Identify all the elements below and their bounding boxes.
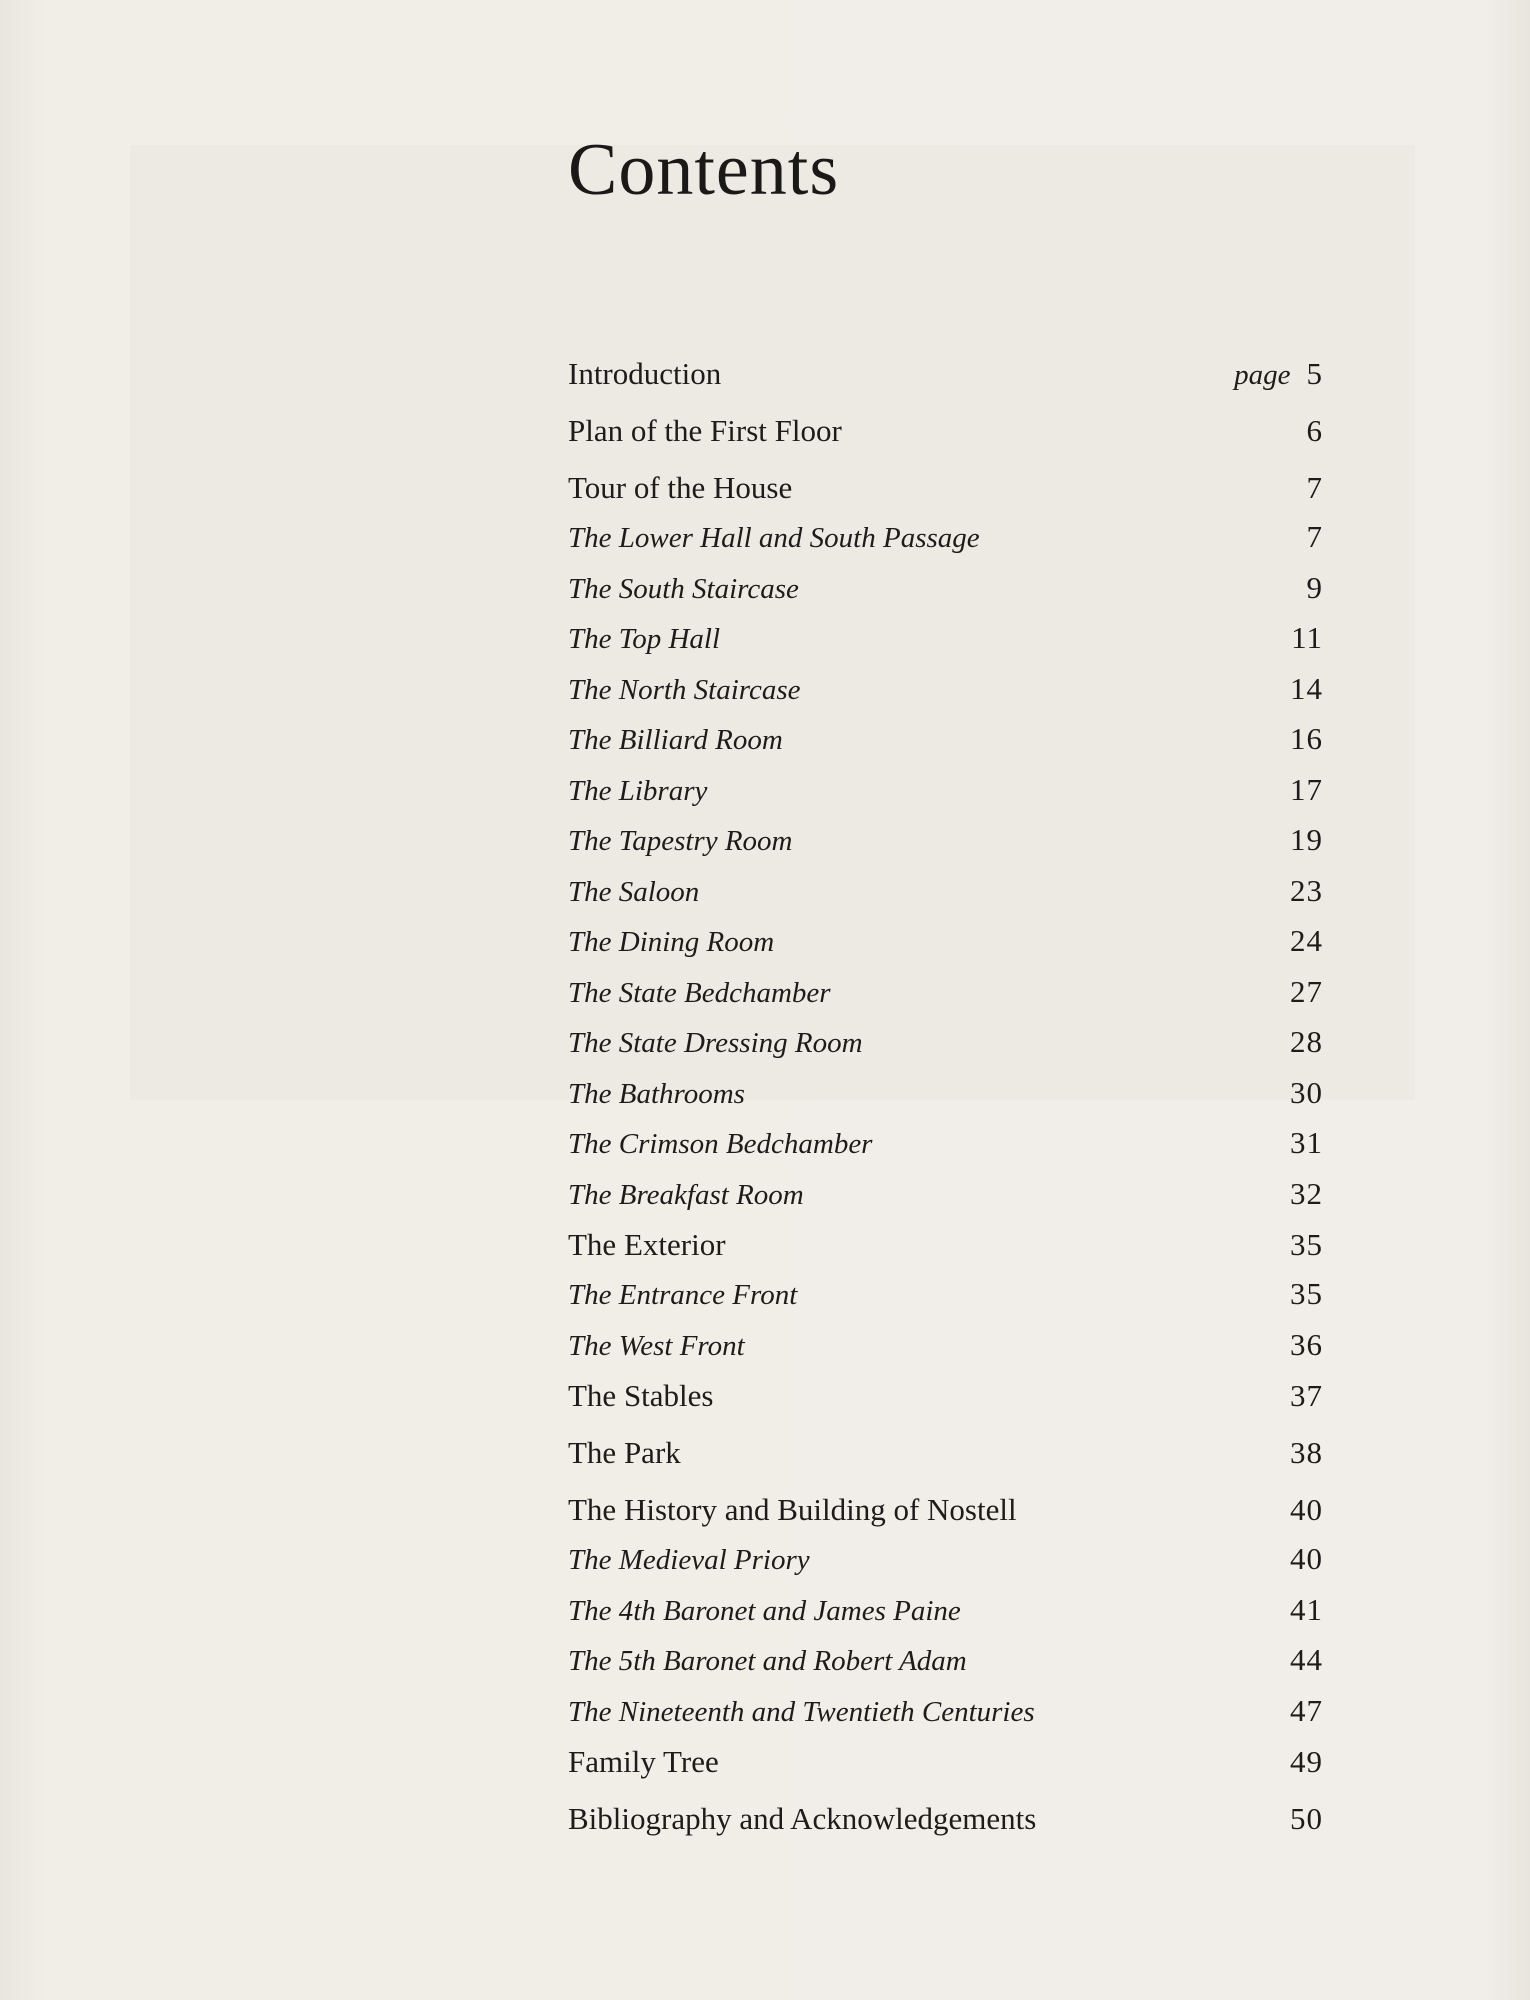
toc-page-ref [1290, 1642, 1323, 1679]
toc-page-number: 14 [1290, 670, 1323, 706]
toc-entry [568, 974, 1323, 1025]
toc-page-number: 32 [1290, 1175, 1323, 1211]
toc-entry-label: The State Dressing Room [568, 1027, 863, 1059]
toc-entry-label: Family Tree [568, 1744, 719, 1779]
toc-entry [568, 469, 1323, 526]
toc-page-ref [1290, 1491, 1323, 1529]
toc-entry-label: The Nineteenth and Twentieth Centuries [568, 1695, 1035, 1728]
toc-page-ref [1290, 772, 1323, 809]
toc-page-number: 17 [1290, 771, 1323, 807]
toc-entry-label: The Exterior [568, 1227, 726, 1262]
toc-page-ref [1290, 1541, 1323, 1578]
toc-page-ref [1290, 1075, 1323, 1112]
toc-entry [568, 822, 1323, 873]
toc-entry-label: The Entrance Front [568, 1279, 798, 1311]
toc-entry [568, 1226, 1323, 1283]
toc-page-number: 41 [1290, 1591, 1323, 1627]
toc-entry-label: The Medieval Priory [568, 1544, 810, 1576]
toc-page-number: 27 [1290, 973, 1323, 1009]
toc-page-number: 6 [1306, 413, 1323, 448]
toc-entry-label: The 5th Baronet and Robert Adam [568, 1645, 967, 1677]
toc-page-ref [1234, 355, 1323, 394]
toc-entry [568, 1693, 1323, 1744]
toc-page-number: 44 [1290, 1642, 1323, 1677]
toc-page-ref [1290, 1800, 1323, 1838]
toc-entry-label: The 4th Baronet and James Paine [568, 1594, 961, 1627]
toc-page-ref [1291, 620, 1323, 657]
toc-page-ref [1307, 570, 1324, 607]
toc-page-number: 50 [1290, 1801, 1323, 1836]
toc-page-ref [1307, 469, 1324, 507]
toc-entry [568, 355, 1323, 412]
toc-entry [568, 671, 1323, 722]
toc-page-number: 40 [1290, 1541, 1323, 1576]
toc-entry-label: The Park [568, 1435, 681, 1470]
toc-entry [568, 1800, 1323, 1857]
toc-entry-label: The Tapestry Room [568, 825, 793, 857]
toc-page-ref [1290, 1743, 1323, 1781]
toc-entry [568, 1434, 1323, 1491]
toc-page-number: 36 [1290, 1326, 1323, 1362]
toc-page-number: 19 [1290, 822, 1323, 857]
toc-entry [568, 772, 1323, 823]
toc-page-number: 35 [1290, 1227, 1323, 1262]
toc-page-ref [1290, 1226, 1323, 1264]
toc-page-number: 7 [1306, 519, 1323, 554]
toc-entry-label: The Saloon [568, 875, 700, 908]
toc-entry [568, 620, 1323, 671]
toc-entry [568, 1276, 1323, 1327]
toc-page-number: 28 [1290, 1024, 1323, 1059]
toc-page-number: 9 [1306, 569, 1323, 605]
toc-entry-label: The North Staircase [568, 673, 801, 706]
toc-entry-label: Plan of the First Floor [568, 413, 842, 448]
toc-page-number: 35 [1290, 1276, 1323, 1311]
toc-page-ref [1290, 1125, 1323, 1162]
toc-entry [568, 1541, 1323, 1592]
toc-page-ref [1290, 873, 1323, 910]
toc-entry [568, 1377, 1323, 1434]
toc-page-ref [1290, 822, 1323, 859]
toc-page-number: 16 [1290, 721, 1323, 756]
toc-entry [568, 412, 1323, 469]
toc-page-ref [1290, 1327, 1323, 1364]
toc-entry-label: Tour of the House [568, 470, 793, 505]
toc-page-ref [1307, 519, 1324, 556]
toc-page-number: 49 [1290, 1744, 1323, 1779]
toc-entry-label: The South Staircase [568, 572, 799, 605]
toc-page-number: 5 [1306, 356, 1323, 391]
toc-entry-label: The State Bedchamber [568, 976, 831, 1009]
toc-entry [568, 1491, 1323, 1548]
table-of-contents [568, 355, 1323, 1857]
toc-page-number: 24 [1290, 923, 1323, 958]
toc-entry-label: The Library [568, 774, 708, 807]
toc-entry-label: Introduction [568, 356, 722, 391]
toc-page-number: 23 [1290, 872, 1323, 908]
toc-entry [568, 721, 1323, 772]
toc-page-number: 11 [1291, 620, 1323, 655]
toc-page-ref [1290, 923, 1323, 960]
toc-entry-label: The Lower Hall and South Passage [568, 522, 980, 554]
toc-entry [568, 1592, 1323, 1643]
toc-page-number: 7 [1306, 470, 1323, 505]
toc-entry-label: The Stables [568, 1378, 714, 1413]
toc-page-ref [1290, 1377, 1323, 1415]
toc-entry [568, 1642, 1323, 1693]
toc-entry [568, 923, 1323, 974]
toc-entry-label: The West Front [568, 1329, 745, 1362]
toc-page-ref [1307, 412, 1324, 450]
toc-entry [568, 570, 1323, 621]
toc-page-ref [1290, 1693, 1323, 1730]
toc-page-number: 38 [1290, 1435, 1323, 1470]
toc-entry [568, 1743, 1323, 1800]
toc-page-ref [1290, 974, 1323, 1011]
toc-entry-label: The Dining Room [568, 926, 775, 958]
toc-entry [568, 1024, 1323, 1075]
toc-entry-label: Bibliography and Acknowledgements [568, 1801, 1037, 1836]
toc-entry-label: The Top Hall [568, 623, 721, 655]
toc-page-number: 37 [1290, 1378, 1323, 1413]
page-word: page [1234, 359, 1291, 391]
toc-page-ref [1290, 1434, 1323, 1472]
toc-page-ref [1290, 671, 1323, 708]
toc-entry-label: The History and Building of Nostell [568, 1492, 1017, 1527]
toc-entry-label: The Crimson Bedchamber [568, 1128, 873, 1160]
toc-entry [568, 1327, 1323, 1378]
toc-entry-label: The Breakfast Room [568, 1178, 804, 1211]
toc-page-number: 40 [1290, 1492, 1323, 1527]
toc-entry-label: The Billiard Room [568, 724, 783, 756]
toc-page-ref [1290, 1176, 1323, 1213]
toc-page-number: 30 [1290, 1074, 1323, 1110]
toc-page-ref [1290, 721, 1323, 758]
toc-entry [568, 519, 1323, 570]
toc-entry [568, 1075, 1323, 1126]
toc-page-ref [1290, 1276, 1323, 1313]
toc-entry [568, 1125, 1323, 1176]
toc-page-ref [1290, 1024, 1323, 1061]
toc-page-number: 31 [1290, 1125, 1323, 1160]
toc-entry-label: The Bathrooms [568, 1077, 745, 1110]
toc-page-number: 47 [1290, 1692, 1323, 1728]
toc-entry [568, 1176, 1323, 1227]
toc-page-ref [1290, 1592, 1323, 1629]
page-title: Contents [568, 129, 840, 211]
toc-entry [568, 873, 1323, 924]
